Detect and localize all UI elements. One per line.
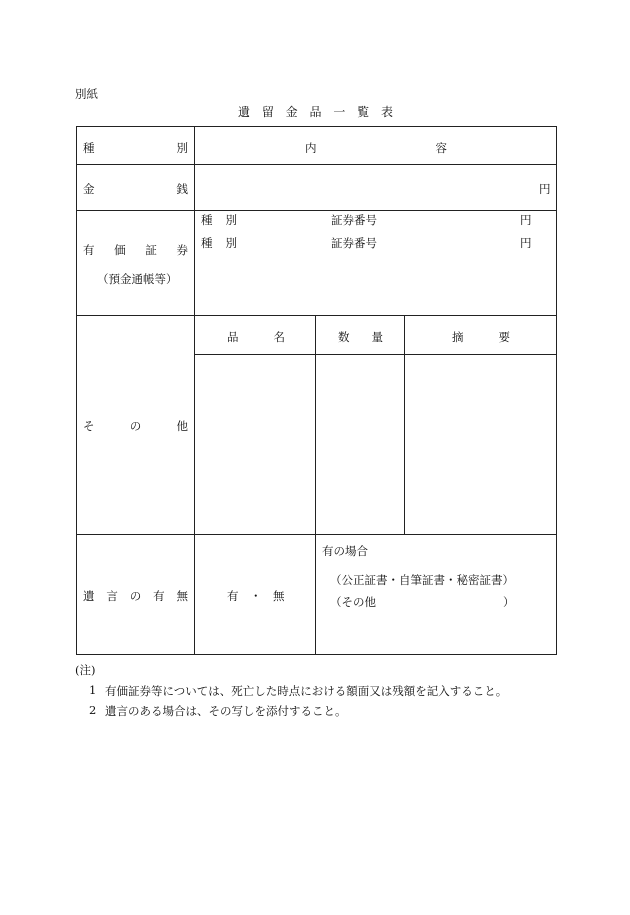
securities-label-char: 券	[176, 243, 188, 257]
will-label-char: 無	[176, 589, 188, 603]
row-divider	[76, 315, 557, 316]
will-if-present-label: 有の場合	[322, 544, 368, 558]
label-column-divider	[194, 126, 195, 655]
item-name-header	[227, 329, 285, 345]
quantity-header-char: 数	[338, 330, 350, 344]
securities-type-char: 別	[225, 213, 237, 227]
securities-type-char: 種	[201, 213, 213, 227]
title-char: 金	[285, 105, 298, 119]
will-presence-choice: 有 ・ 無	[227, 589, 285, 603]
summary-header	[452, 329, 510, 345]
securities-type-label	[201, 235, 237, 251]
other-label-char: の	[129, 419, 142, 433]
title-char: 表	[380, 105, 393, 119]
other-column-divider	[315, 315, 316, 535]
will-label-char: 遺	[83, 589, 95, 603]
cash-label	[83, 181, 188, 197]
title-char: 一	[333, 105, 346, 119]
title-char: 覧	[357, 105, 370, 119]
will-label	[83, 588, 188, 604]
note-text: 遺言のある場合は、その写しを添付すること。	[105, 704, 347, 718]
other-label-char: そ	[83, 419, 95, 433]
will-other-close: ）	[503, 595, 515, 609]
will-label-char: 言	[106, 589, 118, 603]
securities-type-char: 別	[225, 236, 237, 250]
other-label	[83, 418, 188, 434]
securities-label-char: 価	[114, 243, 126, 257]
content-header	[305, 140, 447, 156]
quantity-header-char: 量	[371, 330, 383, 344]
securities-type-label	[201, 212, 237, 228]
will-label-char: 有	[153, 589, 165, 603]
other-subheader-divider	[194, 354, 557, 355]
securities-sublabel: （預金通帳等）	[97, 272, 178, 286]
note-text: 有価証券等については、死亡した時点における額面又は残額を記入すること。	[105, 684, 508, 698]
securities-label-char: 証	[145, 243, 157, 257]
table-border-top	[76, 126, 557, 127]
securities-number-label: 証券番号	[331, 213, 377, 227]
other-column-divider	[404, 315, 405, 535]
note-number: 1	[89, 683, 97, 697]
content-header-char: 内	[305, 141, 317, 155]
item-name-header-char: 品	[227, 330, 239, 344]
securities-label	[83, 242, 188, 258]
item-name-header-char: 名	[273, 330, 285, 344]
securities-type-char: 種	[201, 236, 213, 250]
type-header-char: 種	[83, 141, 95, 155]
attachment-label: 別紙	[75, 87, 98, 101]
row-divider	[76, 534, 557, 535]
will-label-char: の	[129, 589, 142, 603]
note-number: 2	[89, 703, 97, 717]
row-divider	[76, 164, 557, 165]
cash-label-char: 金	[83, 182, 95, 196]
securities-number-label: 証券番号	[331, 236, 377, 250]
table-border-bottom	[76, 654, 557, 655]
securities-label-char: 有	[83, 243, 95, 257]
securities-yen: 円	[520, 213, 532, 227]
document-title	[238, 103, 393, 120]
will-other-open: （その他	[330, 595, 376, 609]
table-border-right	[556, 126, 557, 655]
cash-yen: 円	[539, 182, 551, 196]
summary-header-char: 摘	[452, 330, 464, 344]
content-header-char: 容	[435, 141, 447, 155]
will-types: （公正証書・自筆証書・秘密証書）	[330, 573, 514, 587]
type-header-char: 別	[176, 141, 188, 155]
securities-yen: 円	[520, 236, 532, 250]
cash-label-char: 銭	[176, 182, 188, 196]
table-border-left	[76, 126, 77, 655]
title-char: 留	[261, 105, 274, 119]
will-column-divider	[315, 534, 316, 655]
title-char: 遺	[238, 105, 251, 119]
notes-heading: (注)	[75, 663, 96, 677]
title-char: 品	[309, 105, 322, 119]
other-label-char: 他	[176, 419, 188, 433]
quantity-header	[338, 329, 383, 345]
type-header	[83, 140, 188, 156]
summary-header-char: 要	[498, 330, 510, 344]
row-divider	[76, 210, 557, 211]
